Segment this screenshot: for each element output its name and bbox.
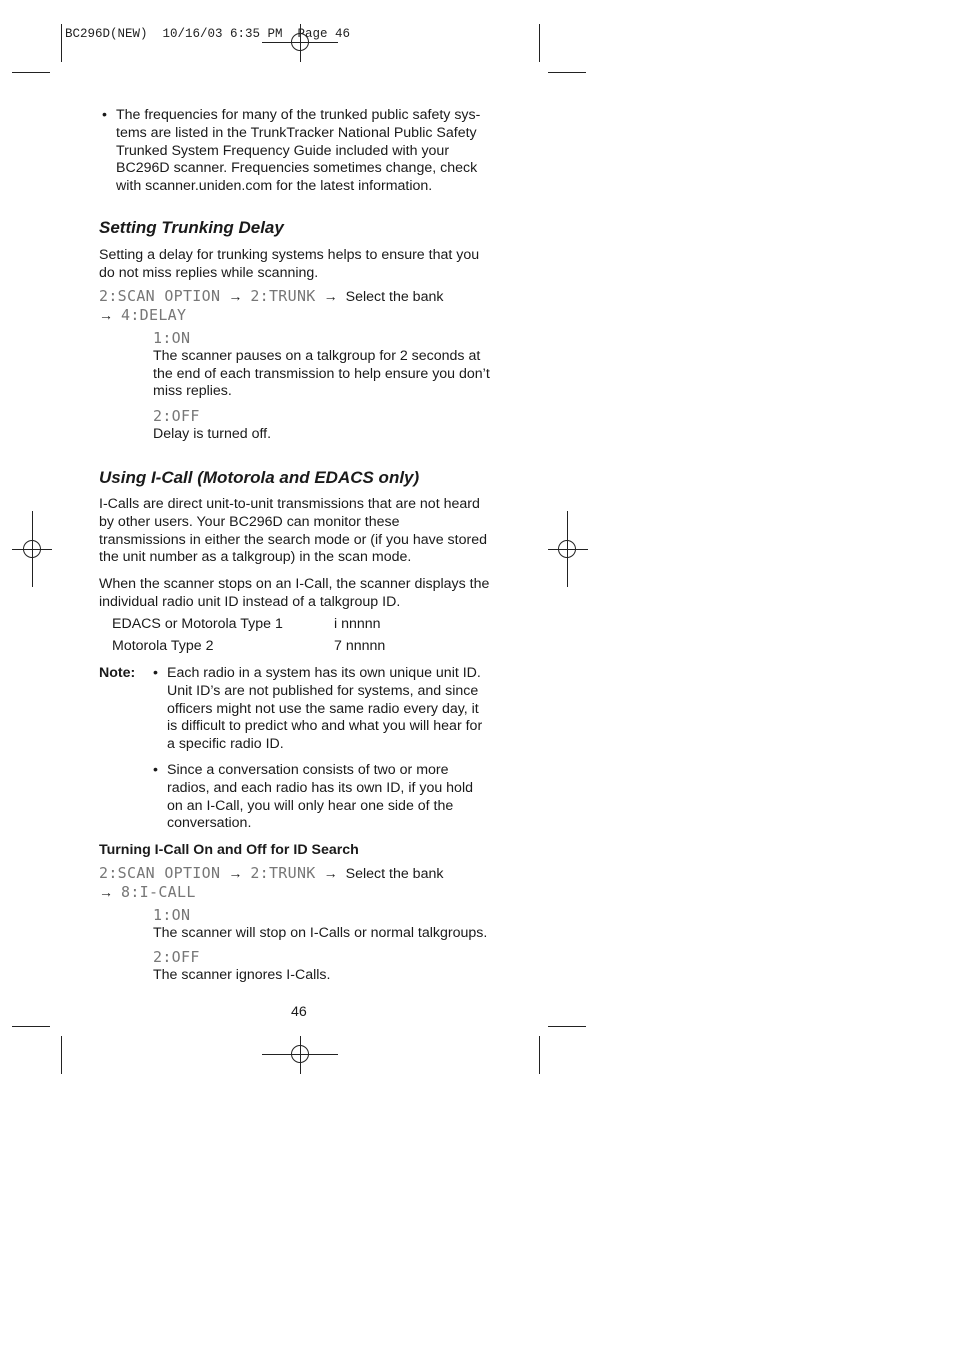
icall-body-line: I-Calls are direct unit-to-unit transmissions that are not heard xyxy=(99,496,480,512)
icall-body-line: transmissions in either the search mode or (if you have stored xyxy=(99,531,487,548)
intro-line: BC296D scanner. Frequencies sometimes change, check xyxy=(116,160,478,177)
section-heading-icall: Using I-Call (Motorola and EDACS only) xyxy=(99,468,420,487)
note-line: conversation. xyxy=(167,815,252,832)
arrow-icon: → xyxy=(99,883,113,900)
lcd-off: 2:OFF xyxy=(153,948,200,966)
select-bank-text: Select the bank xyxy=(345,866,444,882)
intro-line: Trunked System Frequency Guide included with your xyxy=(116,142,450,159)
crop-mark xyxy=(548,72,586,73)
crop-mark xyxy=(12,72,50,73)
lcd-on: 1:ON xyxy=(153,329,191,347)
note-line: radios, and each radio has its own ID, if you hold xyxy=(167,779,473,796)
menu-icall: 8:I-CALL xyxy=(121,882,196,901)
icall-body-line: the unit number as a talkgroup) in the scan mode. xyxy=(99,549,412,566)
arrow-icon: → xyxy=(228,288,243,304)
icall-off-option xyxy=(153,949,513,985)
crop-mark xyxy=(539,24,540,62)
section-heading-trunking-delay: Setting Trunking Delay xyxy=(99,218,284,237)
delay-off-desc: Delay is turned off. xyxy=(153,425,272,442)
arrow-icon: → xyxy=(99,306,113,323)
intro-line: The frequencies for many of the trunked public safety sys- xyxy=(116,107,481,123)
menu-delay: 4:DELAY xyxy=(121,305,187,324)
note-line: officers might not use the same radio every day, it xyxy=(167,700,479,717)
intro-line: tems are listed in the TrunkTracker National Public Safety xyxy=(116,124,477,141)
icall-off-desc: The scanner ignores I-Calls. xyxy=(153,966,331,983)
crop-mark xyxy=(548,1026,586,1027)
delay-body-line: do not miss replies while scanning. xyxy=(99,264,319,281)
note-line: Each radio in a system has its own unique unit ID. xyxy=(167,665,481,681)
note-line: on an I-Call, you will only hear one side of the xyxy=(167,797,454,814)
icall-body-1 xyxy=(99,496,509,567)
bullet-glyph: • xyxy=(102,107,107,123)
crop-mark xyxy=(61,24,62,62)
table-row xyxy=(112,616,385,638)
note-bullet xyxy=(153,762,513,833)
note-label: Note: xyxy=(99,665,136,681)
delay-body-line: Setting a delay for trunking systems helps to ensure that you xyxy=(99,247,480,263)
icall-on-desc: The scanner will stop on I-Calls or normal talkgroups. xyxy=(153,924,488,941)
table-cell-type: EDACS or Motorola Type 1 xyxy=(112,616,283,632)
note-line: is difficult to predict who and what you will hear for xyxy=(167,718,483,735)
crop-mark xyxy=(61,1036,62,1074)
unit-id-table xyxy=(112,616,385,660)
table-cell-display: 7 nnnnn xyxy=(334,638,386,654)
print-slug: BC296D(NEW) 10/16/03 6:35 PM Page 46 xyxy=(65,27,351,41)
icall-body-line: by other users. Your BC296D can monitor these xyxy=(99,513,400,530)
menu-trunk: 2:TRUNK xyxy=(250,864,316,882)
lcd-on: 1:ON xyxy=(153,906,191,924)
delay-menu-path xyxy=(99,288,539,326)
icall-body-line: When the scanner stops on an I-Call, the scanner displays the xyxy=(99,576,490,592)
delay-off-option xyxy=(153,408,513,444)
icall-on-option xyxy=(153,907,513,943)
arrow-icon: → xyxy=(228,865,243,881)
crop-mark xyxy=(12,1026,50,1027)
table-cell-display: i nnnnn xyxy=(334,616,381,632)
note-bullet xyxy=(153,665,513,754)
note-line: Unit ID’s are not published for systems, and since xyxy=(167,682,479,699)
delay-body xyxy=(99,247,509,283)
note-line: a specific radio ID. xyxy=(167,736,284,753)
icall-body-2 xyxy=(99,576,509,612)
intro-line: with scanner.uniden.com for the latest information. xyxy=(116,178,433,195)
menu-scan-option: 2:SCAN OPTION xyxy=(99,287,221,305)
arrow-icon: → xyxy=(323,865,338,881)
menu-scan-option: 2:SCAN OPTION xyxy=(99,864,221,882)
lcd-off: 2:OFF xyxy=(153,407,200,425)
page-number: 46 xyxy=(291,1004,307,1020)
bullet-glyph: • xyxy=(153,762,158,778)
delay-on-desc-line: the end of each transmission to help ensure you don’t xyxy=(153,365,490,382)
crop-mark xyxy=(539,1036,540,1074)
note-line: Since a conversation consists of two or more xyxy=(167,762,449,778)
delay-on-desc-line: miss replies. xyxy=(153,383,232,400)
delay-on-desc-line: The scanner pauses on a talkgroup for 2 seconds at xyxy=(153,347,481,364)
icall-body-line: individual radio unit ID instead of a talkgroup ID. xyxy=(99,593,401,610)
table-cell-type: Motorola Type 2 xyxy=(112,638,214,654)
bullet-glyph: • xyxy=(153,665,158,681)
delay-on-option xyxy=(153,330,513,401)
table-row xyxy=(112,638,385,660)
sub-heading-icall-toggle: Turning I-Call On and Off for ID Search xyxy=(99,842,359,858)
select-bank-text: Select the bank xyxy=(345,289,444,305)
icall-menu-path xyxy=(99,865,539,903)
intro-bullet xyxy=(102,107,522,196)
arrow-icon: → xyxy=(323,288,338,304)
menu-trunk: 2:TRUNK xyxy=(250,287,316,305)
